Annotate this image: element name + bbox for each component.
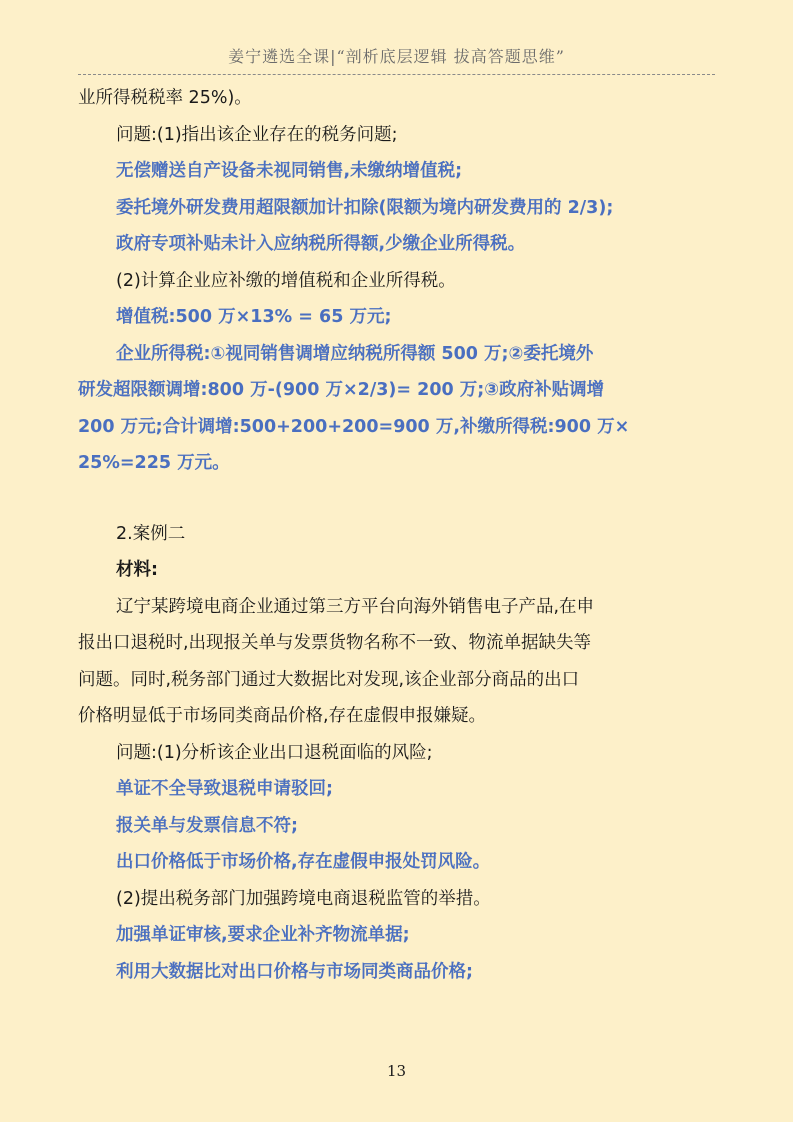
answer-line: 200 万元;合计调增:500+200+200=900 万,补缴所得税:900 万×: [78, 416, 630, 437]
question-line: (2)计算企业应补缴的增值税和企业所得税。: [116, 270, 456, 291]
answer-line: 25%=225 万元。: [78, 453, 230, 473]
text-line: 业所得税税率 25%)。: [78, 88, 252, 108]
answer-line: 报关单与发票信息不符;: [116, 815, 298, 836]
page-header: 姜宁遴选全课|“剖析底层逻辑 拔高答题思维”: [228, 47, 565, 66]
text-line: 辽宁某跨境电商企业通过第三方平台向海外销售电子产品,在申: [116, 596, 595, 617]
answer-line: 出口价格低于市场价格,存在虚假申报处罚风险。: [116, 852, 491, 872]
document-body: [78, 80, 715, 990]
text-line: 价格明显低于市场同类商品价格,存在虚假申报嫌疑。: [78, 706, 487, 726]
answer-line: 单证不全导致退税申请驳回;: [116, 779, 333, 799]
answer-line: 企业所得税:①视同销售调增应纳税所得额 500 万;②委托境外: [116, 343, 594, 364]
answer-line: 利用大数据比对出口价格与市场同类商品价格;: [116, 961, 473, 982]
text-line: 报出口退税时,出现报关单与发票货物名称不一致、物流单据缺失等: [78, 633, 592, 653]
header-divider: [78, 74, 715, 75]
material-label: 材料:: [116, 560, 158, 580]
answer-line: 委托境外研发费用超限额加计扣除(限额为境内研发费用的 2/3);: [116, 197, 614, 218]
answer-line: 增值税:500 万×13% = 65 万元;: [116, 307, 392, 327]
section-heading: 2.案例二: [116, 523, 186, 544]
page-number: 13: [386, 1062, 407, 1080]
question-line: 问题:(1)指出该企业存在的税务问题;: [116, 124, 398, 145]
answer-line: 政府专项补贴未计入应纳税所得额,少缴企业所得税。: [116, 234, 526, 254]
question-line: (2)提出税务部门加强跨境电商退税监管的举措。: [116, 888, 491, 909]
text-line: 问题。同时,税务部门通过大数据比对发现,该企业部分商品的出口: [78, 669, 580, 690]
answer-line: 无偿赠送自产设备未视同销售,未缴纳增值税;: [116, 161, 463, 181]
answer-line: 加强单证审核,要求企业补齐物流单据;: [116, 925, 410, 945]
answer-line: 研发超限额调增:800 万-(900 万×2/3)= 200 万;③政府补贴调增: [78, 380, 605, 400]
question-line: 问题:(1)分析该企业出口退税面临的风险;: [116, 742, 433, 763]
